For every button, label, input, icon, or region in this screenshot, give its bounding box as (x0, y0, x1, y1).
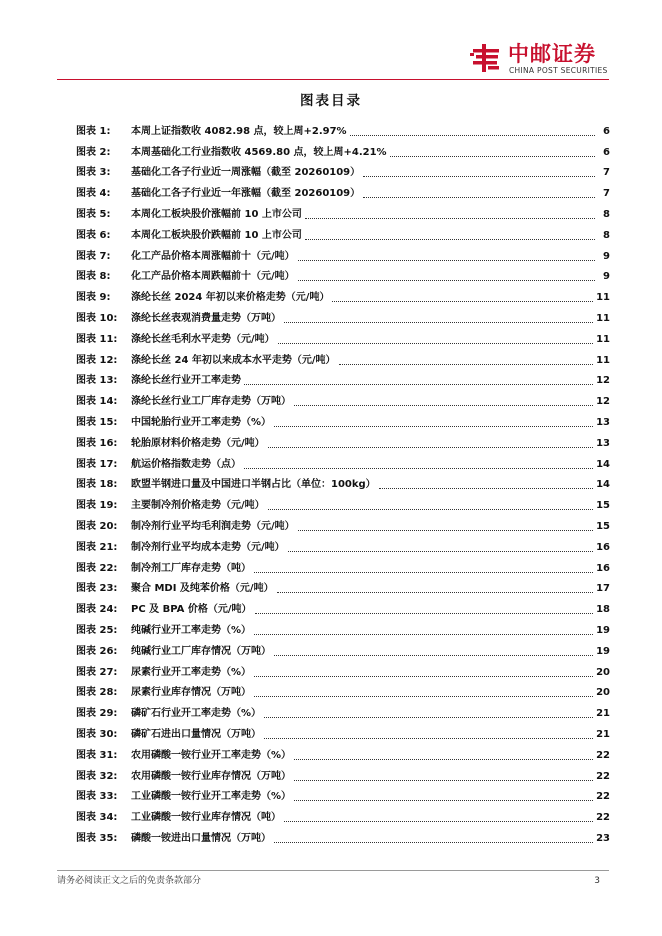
toc-dot-leader (284, 821, 593, 822)
toc-entry-title: 本周上证指数收 4082.98 点，较上周+2.97% (131, 125, 347, 137)
toc-entry-title: 制冷剂行业平均成本走势（元/吨） (131, 541, 285, 553)
toc-entry[interactable] (76, 576, 610, 597)
toc-entry-label: 图表 26: (76, 645, 118, 657)
toc-entry-title: 工业磷酸一铵行业库存情况（吨） (131, 812, 281, 824)
toc-entry-page: 14 (596, 458, 610, 470)
toc-entry-page: 7 (603, 167, 610, 179)
toc-entry-page: 9 (603, 250, 610, 262)
toc-entry-page: 20 (596, 666, 610, 678)
toc-title: 图表目录 (300, 93, 362, 109)
toc-entry-page: 19 (596, 624, 610, 636)
toc-entry-label: 图表 19: (76, 500, 118, 512)
china-post-logo-icon (470, 42, 502, 74)
toc-entry[interactable] (76, 596, 610, 617)
toc-entry-label: 图表 3: (76, 167, 111, 179)
toc-entry-title: 基础化工各子行业近一年涨幅（截至 20260109） (131, 188, 361, 200)
toc-entry-label: 图表 9: (76, 292, 111, 304)
toc-entry-page: 11 (596, 292, 610, 304)
toc-entry-label: 图表 21: (76, 541, 118, 553)
toc-entry-title: 轮胎原材料价格走势（元/吨） (131, 437, 265, 449)
toc-dot-leader (264, 717, 593, 718)
header-divider (57, 79, 609, 80)
toc-entry[interactable] (76, 742, 610, 763)
toc-entry-title: 本周化工板块股价跌幅前 10 上市公司 (131, 229, 302, 241)
toc-entry-label: 图表 17: (76, 458, 118, 470)
toc-entry-page: 21 (596, 728, 610, 740)
toc-entry-title: 磷矿石进出口量情况（万吨） (131, 728, 261, 740)
toc-entry-page: 6 (603, 125, 610, 137)
toc-entry-page: 7 (603, 188, 610, 200)
toc-dot-leader (390, 156, 595, 157)
toc-dot-leader (274, 655, 593, 656)
toc-entry[interactable] (76, 617, 610, 638)
toc-entry[interactable] (76, 118, 610, 139)
toc-dot-leader (278, 343, 593, 344)
toc-entry-label: 图表 5: (76, 208, 111, 220)
toc-entry[interactable] (76, 409, 610, 430)
toc-dot-leader (254, 696, 593, 697)
toc-entry[interactable] (76, 534, 610, 555)
toc-dot-leader (254, 572, 593, 573)
logo-english-name: CHINA POST SECURITIES (509, 66, 608, 75)
toc-entry-page: 19 (596, 645, 610, 657)
toc-entry-title: 农用磷酸一铵行业开工率走势（%） (131, 749, 292, 761)
toc-entry-title: 农用磷酸一铵行业库存情况（万吨） (131, 770, 291, 782)
toc-dot-leader (254, 676, 593, 677)
toc-entry-label: 图表 32: (76, 770, 118, 782)
toc-entry[interactable] (76, 201, 610, 222)
toc-entry-page: 22 (596, 812, 610, 824)
toc-entry-label: 图表 6: (76, 229, 111, 241)
toc-entry[interactable] (76, 825, 610, 846)
toc-entry-page: 16 (596, 562, 610, 574)
page-number: 3 (594, 876, 600, 886)
toc-entry-title: 涤纶长丝毛利水平走势（元/吨） (131, 333, 275, 345)
toc-entry-title: 本周化工板块股价涨幅前 10 上市公司 (131, 208, 302, 220)
toc-entry[interactable] (76, 284, 610, 305)
toc-entry-label: 图表 28: (76, 687, 118, 699)
toc-entry[interactable] (76, 451, 610, 472)
toc-dot-leader (268, 509, 593, 510)
toc-entry-title: 涤纶长丝 2024 年初以来价格走势（元/吨） (131, 292, 330, 304)
toc-entry[interactable] (76, 326, 610, 347)
toc-entry-title: 化工产品价格本周跌幅前十（元/吨） (131, 271, 295, 283)
toc-entry-label: 图表 25: (76, 624, 118, 636)
toc-entry-title: 中国轮胎行业开工率走势（%） (131, 416, 272, 428)
toc-entry-title: 航运价格指数走势（点） (131, 458, 241, 470)
toc-entry-label: 图表 7: (76, 250, 111, 262)
toc-dot-leader (298, 280, 595, 281)
disclaimer-note: 请务必阅读正文之后的免责条款部分 (57, 876, 202, 886)
toc-entry-title: 制冷剂工厂库存走势（吨） (131, 562, 251, 574)
toc-entry-page: 21 (596, 708, 610, 720)
toc-dot-leader (294, 405, 593, 406)
toc-dot-leader (277, 592, 593, 593)
toc-entry[interactable] (76, 784, 610, 805)
toc-entry-title: 涤纶长丝 24 年初以来成本水平走势（元/吨） (131, 354, 336, 366)
toc-entry[interactable] (76, 638, 610, 659)
toc-entry-label: 图表 14: (76, 396, 118, 408)
toc-entry-page: 15 (596, 520, 610, 532)
toc-entry-page: 9 (603, 271, 610, 283)
toc-entry[interactable] (76, 555, 610, 576)
toc-dot-leader (298, 530, 593, 531)
toc-entry-page: 22 (596, 791, 610, 803)
toc-entry-label: 图表 23: (76, 583, 118, 595)
toc-entry-page: 17 (596, 583, 610, 595)
toc-dot-leader (284, 322, 593, 323)
toc-entry-label: 图表 34: (76, 812, 118, 824)
toc-entry-label: 图表 18: (76, 479, 118, 491)
toc-entry-page: 18 (596, 604, 610, 616)
toc-entry-label: 图表 8: (76, 271, 111, 283)
toc-entry[interactable] (76, 264, 610, 285)
toc-entry-label: 图表 24: (76, 604, 118, 616)
toc-dot-leader (332, 301, 593, 302)
toc-dot-leader (339, 364, 594, 365)
toc-entry-label: 图表 20: (76, 520, 118, 532)
toc-entry-page: 16 (596, 541, 610, 553)
toc-entry[interactable] (76, 180, 610, 201)
company-logo (470, 42, 620, 76)
toc-dot-leader (274, 426, 593, 427)
toc-dot-leader (288, 551, 593, 552)
toc-list (76, 118, 610, 846)
toc-entry[interactable] (76, 680, 610, 701)
toc-entry-label: 图表 29: (76, 708, 118, 720)
toc-dot-leader (255, 613, 594, 614)
toc-entry-title: 聚合 MDI 及纯苯价格（元/吨） (131, 583, 274, 595)
toc-entry[interactable] (76, 721, 610, 742)
toc-entry-page: 14 (596, 479, 610, 491)
toc-entry[interactable] (76, 472, 610, 493)
toc-entry-label: 图表 10: (76, 312, 118, 324)
toc-dot-leader (363, 176, 595, 177)
toc-entry-title: 涤纶长丝行业工厂库存走势（万吨） (131, 396, 291, 408)
toc-entry[interactable] (76, 659, 610, 680)
toc-dot-leader (274, 842, 593, 843)
toc-entry-label: 图表 33: (76, 791, 118, 803)
toc-entry-page: 23 (596, 832, 610, 844)
toc-entry-label: 图表 16: (76, 437, 118, 449)
toc-entry-label: 图表 12: (76, 354, 118, 366)
toc-entry-title: 制冷剂行业平均毛利润走势（元/吨） (131, 520, 295, 532)
toc-entry-page: 13 (596, 416, 610, 428)
toc-entry-title: 主要制冷剂价格走势（元/吨） (131, 500, 265, 512)
toc-dot-leader (363, 197, 595, 198)
toc-dot-leader (305, 239, 595, 240)
footer-divider (57, 870, 609, 871)
toc-entry[interactable] (76, 222, 610, 243)
toc-entry-page: 6 (603, 146, 610, 158)
toc-entry[interactable] (76, 347, 610, 368)
toc-dot-leader (305, 218, 595, 219)
toc-entry-page: 11 (596, 333, 610, 345)
toc-entry-title: 基础化工各子行业近一周涨幅（截至 20260109） (131, 167, 361, 179)
toc-dot-leader (264, 738, 593, 739)
toc-entry-label: 图表 31: (76, 749, 118, 761)
toc-entry-page: 11 (596, 354, 610, 366)
toc-entry-page: 8 (603, 208, 610, 220)
toc-entry-label: 图表 2: (76, 146, 111, 158)
toc-entry-page: 22 (596, 770, 610, 782)
toc-entry-title: 涤纶长丝表观消费量走势（万吨） (131, 312, 281, 324)
toc-entry[interactable] (76, 160, 610, 181)
toc-entry-page: 11 (596, 312, 610, 324)
toc-entry[interactable] (76, 388, 610, 409)
toc-dot-leader (294, 780, 593, 781)
toc-dot-leader (244, 468, 593, 469)
toc-entry-label: 图表 22: (76, 562, 118, 574)
toc-entry[interactable] (76, 368, 610, 389)
toc-entry-label: 图表 1: (76, 125, 111, 137)
toc-entry-title: 尿素行业开工率走势（%） (131, 666, 252, 678)
toc-entry-title: 工业磷酸一铵行业开工率走势（%） (131, 791, 292, 803)
toc-dot-leader (294, 759, 593, 760)
toc-entry[interactable] (76, 139, 610, 160)
toc-entry[interactable] (76, 804, 610, 825)
toc-entry-page: 22 (596, 749, 610, 761)
toc-entry-title: 化工产品价格本周涨幅前十（元/吨） (131, 250, 295, 262)
toc-entry-label: 图表 15: (76, 416, 118, 428)
toc-entry-label: 图表 30: (76, 728, 118, 740)
toc-entry-title: 涤纶长丝行业开工率走势 (131, 375, 241, 387)
toc-entry-label: 图表 11: (76, 333, 118, 345)
toc-entry-page: 15 (596, 500, 610, 512)
toc-dot-leader (244, 384, 593, 385)
toc-dot-leader (254, 634, 593, 635)
toc-entry-title: 纯碱行业工厂库存情况（万吨） (131, 645, 271, 657)
toc-entry-title: 磷酸一铵进出口量情况（万吨） (131, 832, 271, 844)
toc-entry-title: 尿素行业库存情况（万吨） (131, 687, 251, 699)
logo-chinese-name: 中邮证券 (508, 42, 596, 66)
toc-entry[interactable] (76, 492, 610, 513)
toc-entry[interactable] (76, 513, 610, 534)
toc-entry[interactable] (76, 700, 610, 721)
toc-entry-page: 12 (596, 396, 610, 408)
toc-entry-page: 13 (596, 437, 610, 449)
toc-dot-leader (268, 447, 593, 448)
toc-entry-page: 8 (603, 229, 610, 241)
toc-entry-page: 12 (596, 375, 610, 387)
toc-entry-page: 20 (596, 687, 610, 699)
toc-entry-label: 图表 35: (76, 832, 118, 844)
toc-entry[interactable] (76, 243, 610, 264)
toc-entry-title: 磷矿石行业开工率走势（%） (131, 708, 262, 720)
toc-entry[interactable] (76, 430, 610, 451)
toc-entry-title: 本周基础化工行业指数收 4569.80 点，较上周+4.21% (131, 146, 387, 158)
toc-entry-label: 图表 27: (76, 666, 118, 678)
toc-entry-label: 图表 13: (76, 375, 118, 387)
toc-entry-label: 图表 4: (76, 188, 111, 200)
toc-entry[interactable] (76, 763, 610, 784)
toc-dot-leader (294, 800, 593, 801)
toc-entry-title: 纯碱行业开工率走势（%） (131, 624, 252, 636)
toc-entry-title: 欧盟半钢进口量及中国进口半钢占比（单位：100kg） (131, 479, 376, 491)
toc-dot-leader (350, 135, 595, 136)
toc-dot-leader (298, 260, 595, 261)
toc-entry-title: PC 及 BPA 价格（元/吨） (131, 604, 252, 616)
toc-dot-leader (379, 488, 593, 489)
toc-entry[interactable] (76, 305, 610, 326)
